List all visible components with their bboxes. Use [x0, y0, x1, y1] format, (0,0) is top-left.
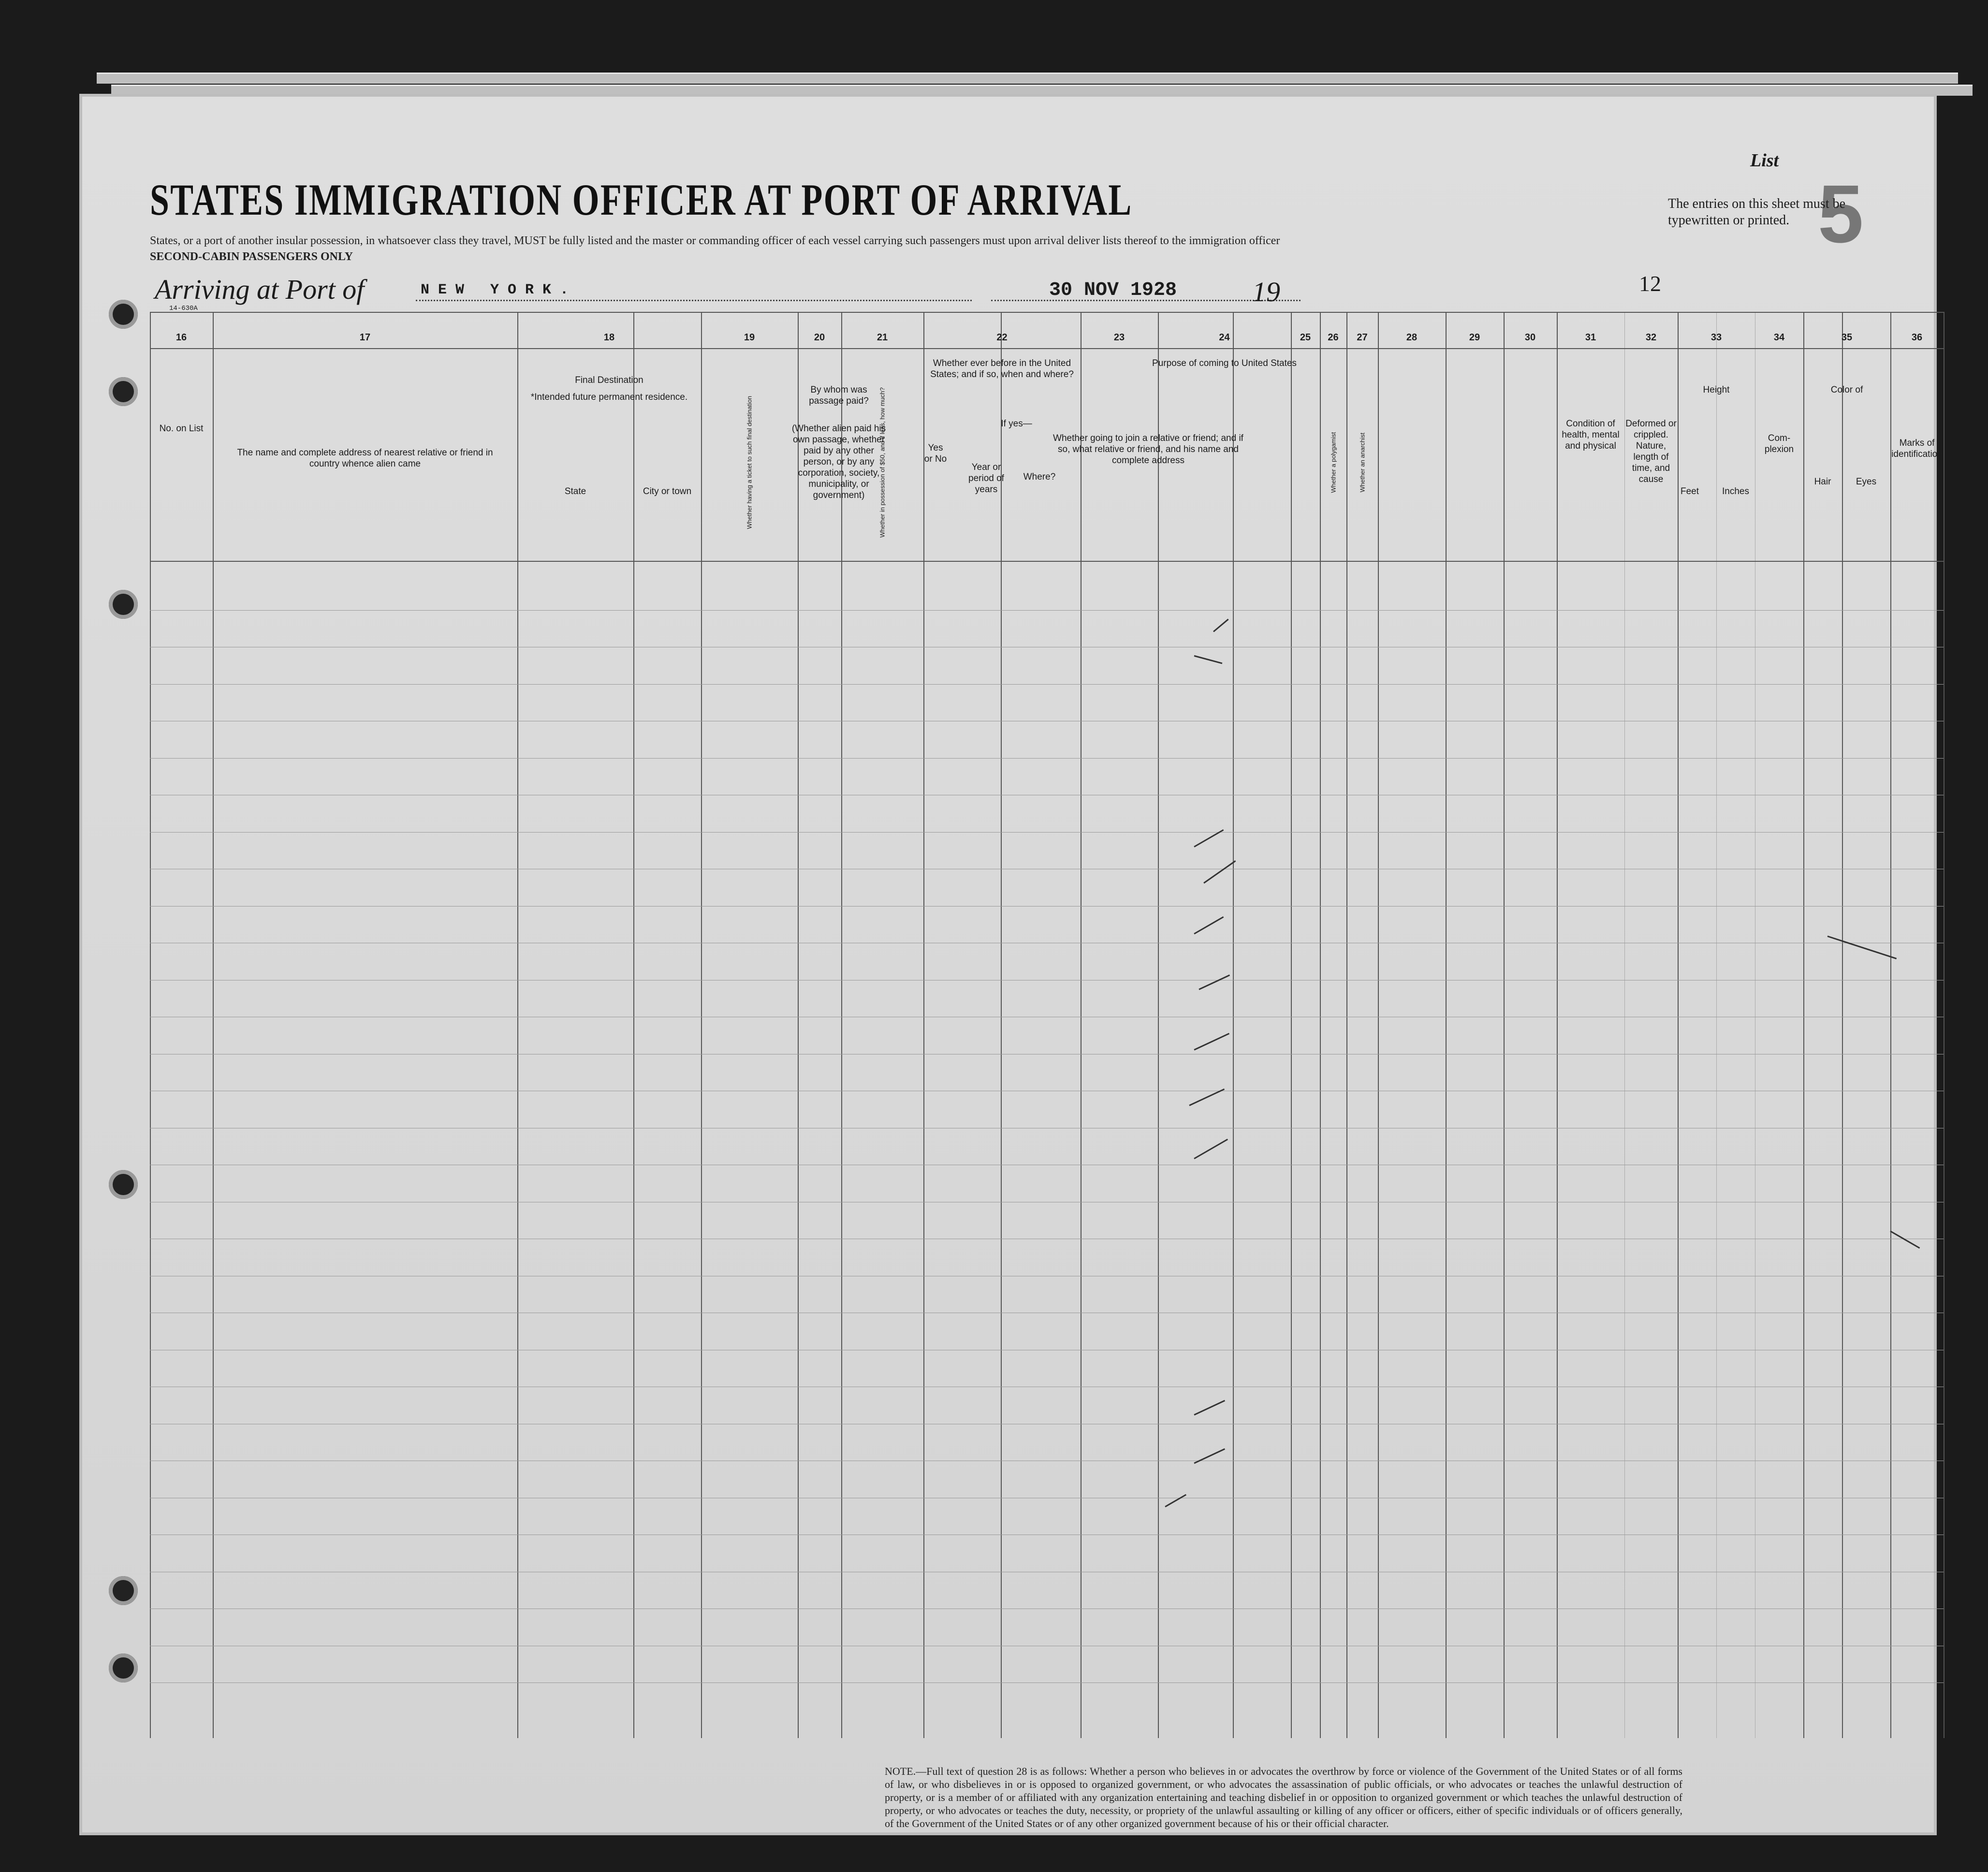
- column-rule: [923, 312, 924, 1738]
- col-header-where: Where?: [1023, 472, 1056, 482]
- col-header-marks: Marks of identification: [1891, 438, 1943, 459]
- row-rule: [150, 1682, 1944, 1683]
- col-header-passage: By whom was passage paid?: [809, 385, 869, 406]
- column-rule: [150, 312, 151, 1738]
- col-header-no: No. on List: [159, 424, 204, 434]
- column-number: 25: [1300, 332, 1311, 343]
- column-number: 19: [744, 332, 755, 343]
- column-rule: [1291, 312, 1292, 1738]
- port-of-arrival: NEW YORK.: [421, 282, 578, 298]
- col-header-health: Condition of health, mental and physical: [1562, 419, 1620, 451]
- column-number: 36: [1911, 332, 1923, 343]
- col-header-ticket: Whether having a ticket to such final destination: [746, 395, 753, 529]
- footer-form-number: 14—631: [1291, 1857, 1316, 1864]
- pen-stroke: [1194, 1033, 1229, 1051]
- col-header-state: State: [564, 486, 586, 497]
- binder-hole: [109, 1170, 138, 1199]
- column-rule: [1890, 312, 1891, 1738]
- row-rule: [150, 832, 1944, 833]
- col-header-deformed: Deformed or crippled. Nature, length of time, and cause: [1625, 419, 1677, 484]
- column-rule: [1504, 312, 1505, 1738]
- column-number: 16: [175, 332, 187, 343]
- class-line: SECOND-CABIN PASSENGERS ONLY: [150, 250, 353, 263]
- col-header-hair: Hair: [1814, 477, 1831, 487]
- col-header-anarchist: Whether an anarchist: [1359, 432, 1366, 493]
- column-number: 18: [603, 332, 615, 343]
- column-number: 33: [1710, 332, 1722, 343]
- col-header-join: Whether going to join a relative or friend; and if so, what relative or friend, and his name and complete address: [1053, 433, 1243, 466]
- column-number: 28: [1406, 332, 1418, 343]
- col-header-purpose: Purpose of coming to United States: [1152, 358, 1297, 368]
- binder-hole: [109, 1576, 138, 1605]
- pen-stroke: [1194, 916, 1224, 935]
- col-header-destination: Final Destination: [575, 375, 643, 385]
- column-rule: [701, 312, 702, 1738]
- pen-stroke: [1194, 1448, 1225, 1464]
- binder-hole: [109, 1653, 138, 1682]
- page-number: 12: [1639, 271, 1661, 296]
- col-header-period: Year or period of years: [968, 462, 1004, 495]
- col-header-complexion: Com-plexion: [1764, 433, 1794, 454]
- instructions: States, or a port of another insular possession, in whatsoever class they travel, MUST be fully listed and the master or commanding officer of each vessel carrying such passengers must upon arrival deliver lists thereof to the immigration officer: [150, 234, 1280, 247]
- header-rule: [150, 561, 1944, 562]
- column-rule: [841, 312, 842, 1738]
- pen-stroke: [1199, 975, 1230, 990]
- column-rule: [517, 312, 518, 1738]
- footnote: NOTE.—Full text of question 28 is as follows: Whether a person who believes in or advocates the overthrow by force or violence of the Government of the United States or of all forms of law, or who disbelieves in or is opposed to organized government, or who advocates the assassination of public officials, or who advocates or teaches the unlawful destruction of property, or is a member of or affiliated with any organization entertaining and teaching disbelief in or opposition to organized government or which teaches the unlawful destruction of property, or who advocates or teaches the duty, necessity, or propriety of the unlawful assaulting or killing of any officer or officers, either of specific individuals or of officers generally, of the Government of the United States or of any other organized government because of his or their official character.: [885, 1765, 1682, 1829]
- arriving-label: Arriving at Port of: [155, 274, 365, 305]
- col-header-destination-sub: *Intended future permanent residence.: [530, 392, 688, 402]
- column-number: 21: [877, 332, 888, 343]
- column-rule: [1446, 312, 1447, 1738]
- column-rule: [1320, 312, 1321, 1738]
- col-header-yes-no: Yes or No: [924, 443, 947, 464]
- column-number: 27: [1357, 332, 1368, 343]
- column-rule: [1803, 312, 1804, 1738]
- col-header-height: Height: [1703, 385, 1730, 395]
- pen-stroke: [1165, 1494, 1186, 1507]
- column-rule: [1716, 312, 1717, 1738]
- binder-hole: [109, 377, 138, 406]
- pen-stroke: [1194, 1139, 1228, 1159]
- column-number: 26: [1328, 332, 1339, 343]
- col-header-feet: Feet: [1680, 486, 1699, 497]
- column-rule: [1233, 312, 1234, 1738]
- column-rule: [1678, 312, 1679, 1738]
- header-rule: [150, 348, 1944, 349]
- column-rule: [1557, 312, 1558, 1738]
- column-number: 34: [1773, 332, 1785, 343]
- list-label: List: [1750, 150, 1779, 171]
- col-header-inches: Inches: [1722, 486, 1749, 497]
- column-number: 22: [996, 332, 1008, 343]
- page-title: STATES IMMIGRATION OFFICER AT PORT OF ARRIVAL: [150, 175, 1133, 224]
- col-header-city: City or town: [643, 486, 692, 497]
- column-rule: [633, 312, 634, 1738]
- col-header-polygamist: Whether a polygamist: [1330, 432, 1337, 493]
- typewritten-note: The entries on this sheet must be typewritten or printed.: [1668, 196, 1846, 228]
- pen-stroke: [1194, 1400, 1225, 1416]
- col-header-before: Whether ever before in the United States; and if so, when and where?: [930, 358, 1074, 380]
- col-header-relative: The name and complete address of nearest relative or friend in country whence alien came: [237, 448, 493, 469]
- column-number: 17: [359, 332, 371, 343]
- column-number: 20: [814, 332, 825, 343]
- manifest-table: [150, 312, 1944, 1738]
- column-rule: [1624, 312, 1625, 1738]
- column-number: 31: [1585, 332, 1596, 343]
- pen-stroke: [1203, 860, 1236, 883]
- column-number: 35: [1841, 332, 1853, 343]
- column-number: 32: [1645, 332, 1657, 343]
- pen-stroke: [1827, 936, 1897, 959]
- row-rule: [150, 758, 1944, 759]
- column-number: 29: [1469, 332, 1480, 343]
- column-rule: [1346, 312, 1347, 1738]
- manifest-page: [82, 97, 1943, 1864]
- column-number: 23: [1113, 332, 1125, 343]
- column-rule: [213, 312, 214, 1738]
- header-rule: [150, 312, 1944, 313]
- column-rule: [1001, 312, 1002, 1738]
- row-rule: [150, 610, 1944, 611]
- col-header-eyes: Eyes: [1856, 477, 1877, 487]
- row-rule: [150, 684, 1944, 685]
- pen-stroke: [1890, 1230, 1920, 1249]
- column-number: 24: [1219, 332, 1230, 343]
- binder-hole: [109, 300, 138, 329]
- column-rule: [1378, 312, 1379, 1738]
- col-header-passage-sub: (Whether alien paid his own passage, whether paid by any other person, or by any corporation, society, municipality, or government): [791, 424, 886, 500]
- form-number: 14-630A: [169, 305, 198, 312]
- column-rule: [1081, 312, 1082, 1738]
- column-rule: [798, 312, 799, 1738]
- row-rule: [150, 906, 1944, 907]
- list-number: 5: [1818, 168, 1864, 260]
- col-header-if-yes: If yes—: [1001, 419, 1032, 429]
- col-header-color: Color of: [1830, 385, 1863, 395]
- column-rule: [1158, 312, 1159, 1738]
- pen-stroke: [1213, 619, 1229, 632]
- col-header-money: Whether in possession of $50, and if less, how much?: [878, 387, 886, 538]
- column-number: 30: [1524, 332, 1536, 343]
- date-stamp: 30 NOV 1928: [1049, 279, 1177, 301]
- pen-stroke: [1194, 655, 1223, 664]
- binder-hole: [109, 590, 138, 619]
- column-rule: [1842, 312, 1843, 1738]
- year-prefix: 19: [1252, 276, 1280, 307]
